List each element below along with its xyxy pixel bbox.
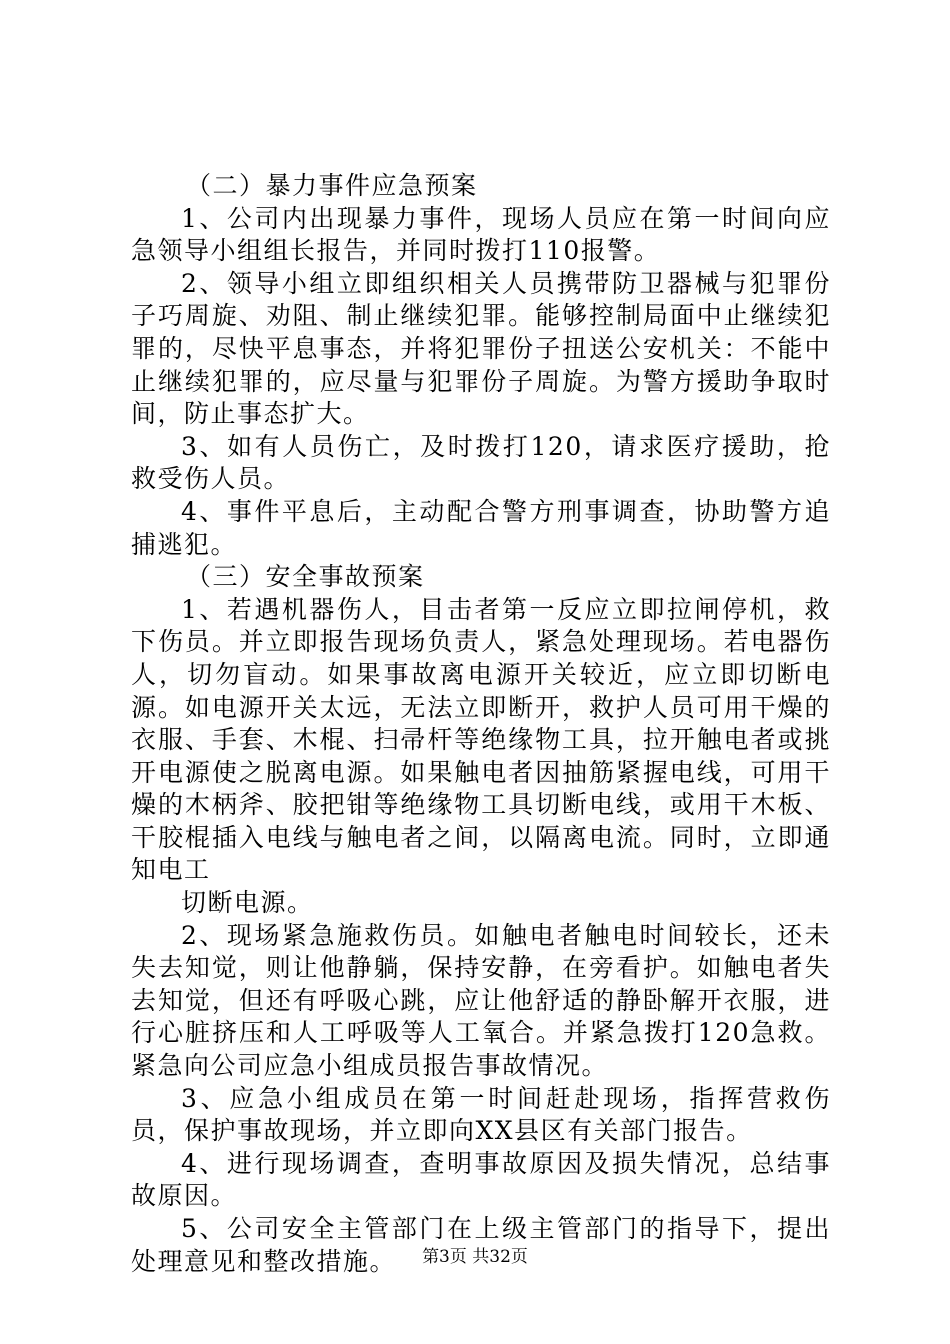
- paragraph: 4、事件平息后，主动配合警方刑事调查，协助警方追捕逃犯。: [131, 496, 831, 559]
- document-body: [131, 170, 831, 1278]
- paragraph: 5、公司安全主管部门在上级主管部门的指导下，提出处理意见和整改措施。: [131, 1214, 831, 1276]
- paragraph: 1、若遇机器伤人，目击者第一反应立即拉闸停机，救下伤员。并立即报告现场负责人，紧急处理现场。若电器伤人，切勿盲动。如果事故离电源开关较近，应立即切断电源。如电源开关太远，无法立即断开，救护人员可用干燥的衣服、手套、木棍、扫帚杆等绝缘物工具，拉开触电者或挑开电源使之脱离电源。如果触电者因抽筋紧握电线，可用干燥的木柄斧、胶把钳等绝缘物工具切断电线，或用干木板、干胶棍插入电线与触电者之间，以隔离电流。同时，立即通知电工: [131, 594, 831, 885]
- page-number-footer: 第3页 共32页: [422, 1247, 528, 1267]
- section-heading-violence: （二）暴力事件应急预案: [186, 171, 478, 200]
- paragraph: 4、进行现场调查，查明事故原因及损失情况，总结事故原因。: [131, 1148, 831, 1211]
- paragraph: 3、如有人员伤亡，及时拨打120，请求医疗援助，抢救受伤人员。: [131, 431, 831, 494]
- paragraph-continuation: 切断电源。: [181, 888, 314, 918]
- paragraph: 2、领导小组立即组织相关人员携带防卫器械与犯罪份子巧周旋、劝阻、制止继续犯罪。能够控制局面中止继续犯罪的，尽快平息事态，并将犯罪份子扭送公安机关：不能中止继续犯罪的，应尽量与犯罪份子周旋。为警方援助争取时间，防止事态扩大。: [131, 268, 831, 429]
- paragraph: 2、现场紧急施救伤员。如触电者触电时间较长，还未失去知觉，则让他静躺，保持安静，在旁看护。如触电者失去知觉，但还有呼吸心跳，应让他舒适的静卧解开衣服，进行心脏挤压和人工呼吸等人工氧合。并紧急拨打120急救。紧急向公司应急小组成员报告事故情况。: [131, 920, 831, 1081]
- paragraph: 3、应急小组成员在第一时间赶赴现场，指挥营救伤员，保护事故现场，并立即向XX县区有关部门报告。: [131, 1083, 831, 1146]
- section-heading-safety: （三）安全事故预案: [186, 562, 425, 592]
- paragraph: 1、公司内出现暴力事件，现场人员应在第一时间向应急领导小组组长报告，并同时拨打110报警。: [131, 203, 831, 266]
